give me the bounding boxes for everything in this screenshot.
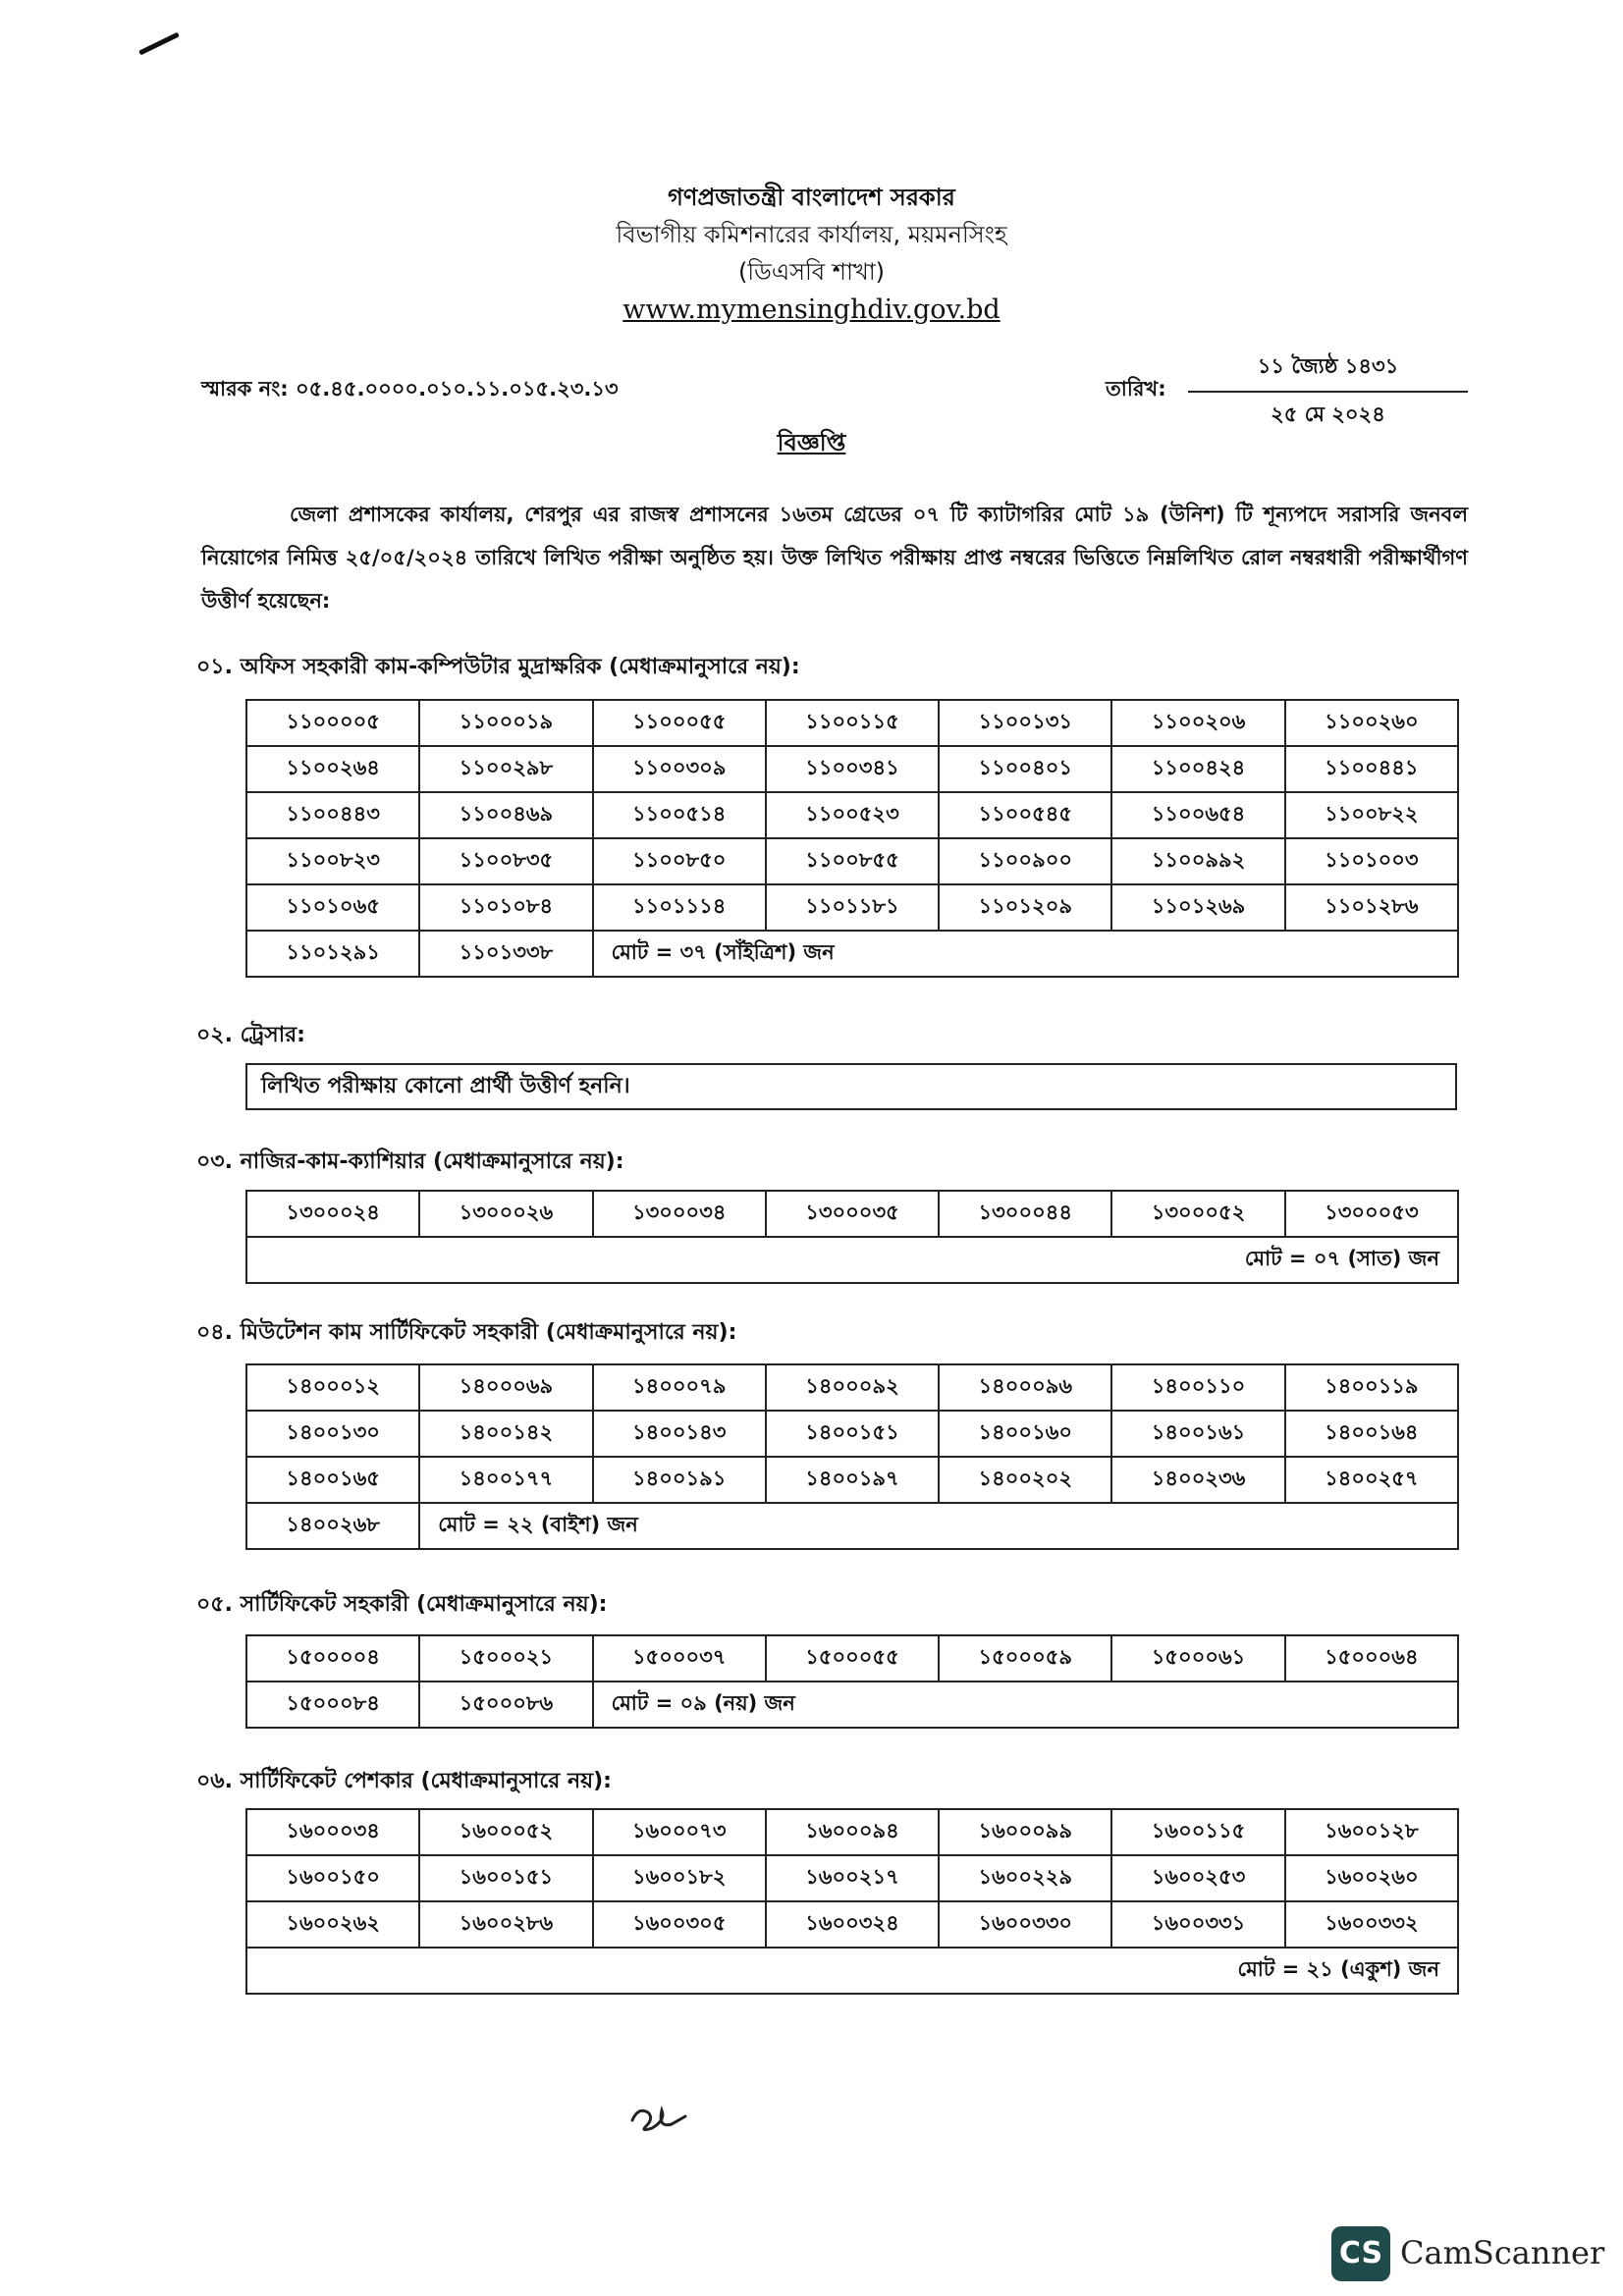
roll-number-cell: ১৪০০১৫১ (766, 1411, 939, 1457)
roll-number-cell: ১৬০০১৮২ (593, 1855, 766, 1901)
roll-number-cell: ১৬০০০৫২ (419, 1809, 592, 1855)
roll-number-cell: ১৪০০১৯৭ (766, 1457, 939, 1503)
roll-number-cell: ১৩০০০৩৪ (593, 1191, 766, 1237)
roll-number-cell: ১১০০২৬০ (1285, 700, 1458, 746)
roll-number-cell: ১৬০০০৭৩ (593, 1809, 766, 1855)
roll-number-cell: ১১০০৮৫৫ (766, 838, 939, 884)
roll-number-cell: ১১০০০১৯ (419, 700, 592, 746)
total-count-cell: মোট = ০৯ (নয়) জন (593, 1682, 1458, 1728)
roll-number-cell: ১৬০০১৫১ (419, 1855, 592, 1901)
section-heading-certificate-peshkar: ০৬. সার্টিফিকেট পেশকার (মেধাক্রমানুসারে নয়): (196, 1769, 612, 1793)
date-bangla: ১১ জ্যৈষ্ঠ ১৪৩১ (1188, 350, 1468, 393)
roll-number-cell: ১১০০৩৪১ (766, 746, 939, 792)
roll-number-cell: ১১০০০৫৫ (593, 700, 766, 746)
roll-number-cell: ১৫০০০৩৭ (593, 1635, 766, 1682)
table-row (246, 884, 1458, 931)
roll-number-cell: ১৫০০০৫৯ (939, 1635, 1111, 1682)
office-name: বিভাগীয় কমিশনারের কার্যালয়, ময়মনসিংহ (616, 221, 1007, 248)
roll-number-cell: ১৫০০০২১ (419, 1635, 592, 1682)
table-row (246, 1809, 1458, 1855)
roll-table-office-assistant (245, 699, 1459, 978)
roll-number-cell: ১৫০০০৬১ (1111, 1635, 1284, 1682)
roll-table-mutation (245, 1363, 1459, 1550)
roll-number-cell: ১৬০০১৫০ (246, 1855, 419, 1901)
notice-intro: জেলা প্রশাসকের কার্যালয়, শেরপুর এর রাজস্ব প্রশাসনের ১৬তম গ্রেডের ০৭ টি ক্যাটাগরির মোট ১৯ (উনিশ) টি শূন্যপদে সরাসরি জনবল নিয়োগের নিমিত্ত ২৫/০৫/২০২৪ তারিখে লিখিত পরীক্ষা অনুষ্ঠিত হয়। উক্ত লিখিত পরীক্ষায় প্রাপ্ত নম্বরের ভিত্তিতে নিম্নলিখিত রোল নম্বরধারী পরীক্ষার্থীগণ উত্তীর্ণ হয়েছেন: (201, 503, 1468, 613)
table-row (246, 931, 1458, 977)
roll-number-cell: ১১০১১১৪ (593, 884, 766, 931)
roll-number-cell: ১৫০০০৬৪ (1285, 1635, 1458, 1682)
roll-number-cell: ১১০১২০৯ (939, 884, 1111, 931)
roll-number-cell: ১১০০৯০০ (939, 838, 1111, 884)
date-label: তারিখ: (1106, 377, 1166, 400)
roll-number-cell: ১৫০০০৮৬ (419, 1682, 592, 1728)
roll-number-cell: ১১০০৪৪১ (1285, 746, 1458, 792)
roll-number-cell: ১৬০০৩৩১ (1111, 1901, 1284, 1948)
section-heading-office-assistant: ০১. অফিস সহকারী কাম-কম্পিউটার মুদ্রাক্ষরিক (মেধাক্রমানুসারে নয়): (196, 655, 800, 679)
roll-number-cell: ১১০০১১৫ (766, 700, 939, 746)
roll-number-cell: ১৬০০২১৭ (766, 1855, 939, 1901)
table-row (246, 1457, 1458, 1503)
roll-number-cell: ১১০০৪২৪ (1111, 746, 1284, 792)
table-row (246, 1682, 1458, 1728)
roll-number-cell: ১৫০০০৫৫ (766, 1635, 939, 1682)
roll-number-cell: ১৩০০০৩৫ (766, 1191, 939, 1237)
roll-number-cell: ১১০০৮২২ (1285, 792, 1458, 838)
roll-number-cell: ১৩০০০৫২ (1111, 1191, 1284, 1237)
roll-number-cell: ১৪০০০৯২ (766, 1364, 939, 1411)
roll-number-cell: ১৩০০০২৬ (419, 1191, 592, 1237)
roll-number-cell: ১৫০০০০৪ (246, 1635, 419, 1682)
roll-number-cell: ১৪০০১৪২ (419, 1411, 592, 1457)
date-english: ২৫ মে ২০২৪ (1271, 402, 1385, 426)
table-row (246, 1901, 1458, 1948)
roll-number-cell: ১১০০২৯৮ (419, 746, 592, 792)
total-count-cell: মোট = ২২ (বাইশ) জন (419, 1503, 1458, 1549)
roll-number-cell: ১১০০৮২৩ (246, 838, 419, 884)
roll-number-cell: ১৪০০১১৯ (1285, 1364, 1458, 1411)
roll-number-cell: ১১০০৫৪৫ (939, 792, 1111, 838)
camscanner-watermark-text: CamScanner (1400, 2234, 1605, 2271)
branch-name: (ডিএসবি শাখা) (737, 258, 886, 286)
roll-number-cell: ১৬০০৩২৪ (766, 1901, 939, 1948)
roll-number-cell: ১১০০০০৫ (246, 700, 419, 746)
roll-number-cell: ১১০১২৯১ (246, 931, 419, 977)
roll-number-cell: ১৪০০১৬১ (1111, 1411, 1284, 1457)
table-row (246, 792, 1458, 838)
roll-number-cell: ১৪০০২৫৭ (1285, 1457, 1458, 1503)
roll-table-certificate-assistant (245, 1634, 1459, 1729)
roll-number-cell: ১৪০০১৯১ (593, 1457, 766, 1503)
roll-number-cell: ১৬০০২৮৬ (419, 1901, 592, 1948)
roll-number-cell: ১৬০০০৩৪ (246, 1809, 419, 1855)
roll-table-certificate-peshkar (245, 1808, 1459, 1995)
table-row (246, 1948, 1458, 1994)
roll-number-cell: ১৬০০৩৩০ (939, 1901, 1111, 1948)
website-link[interactable]: www.mymensinghdiv.gov.bd (622, 294, 1001, 325)
total-count-cell: মোট = ৩৭ (সাঁইত্রিশ) জন (593, 931, 1458, 977)
roll-number-cell: ১৬০০২৬০ (1285, 1855, 1458, 1901)
pen-mark (138, 32, 180, 56)
roll-number-cell: ১৪০০০৭৯ (593, 1364, 766, 1411)
table-row (246, 1364, 1458, 1411)
roll-number-cell: ১৫০০০৮৪ (246, 1682, 419, 1728)
roll-number-cell: ১১০০৫২৩ (766, 792, 939, 838)
table-row (246, 700, 1458, 746)
tracer-result-message: লিখিত পরীক্ষায় কোনো প্রার্থী উত্তীর্ণ হননি। (245, 1063, 1457, 1110)
roll-number-cell: ১৪০০০৬৯ (419, 1364, 592, 1411)
notice-title: বিজ্ঞপ্তি (777, 429, 846, 456)
roll-number-cell: ১৬০০২৬২ (246, 1901, 419, 1948)
section-heading-nazir: ০৩. নাজির-কাম-ক্যাশিয়ার (মেধাক্রমানুসারে নয়): (196, 1149, 624, 1174)
roll-number-cell: ১৪০০২৩৬ (1111, 1457, 1284, 1503)
table-row (246, 746, 1458, 792)
roll-number-cell: ১১০০৮৫০ (593, 838, 766, 884)
roll-number-cell: ১৪০০১১০ (1111, 1364, 1284, 1411)
roll-number-cell: ১৪০০১৬৫ (246, 1457, 419, 1503)
roll-number-cell: ১৪০০০১২ (246, 1364, 419, 1411)
government-name: গণপ্রজাতন্ত্রী বাংলাদেশ সরকার (668, 184, 955, 211)
roll-number-cell: ১৬০০০৯৪ (766, 1809, 939, 1855)
roll-number-cell: ১৪০০২০২ (939, 1457, 1111, 1503)
table-row (246, 1237, 1458, 1283)
roll-number-cell: ১৬০০০৯৯ (939, 1809, 1111, 1855)
letterhead (0, 179, 1623, 330)
roll-number-cell: ১১০১২৬৯ (1111, 884, 1284, 931)
roll-number-cell: ১১০০৯৯২ (1111, 838, 1284, 884)
roll-number-cell: ১১০০১৩১ (939, 700, 1111, 746)
roll-number-cell: ১৪০০১৭৭ (419, 1457, 592, 1503)
roll-number-cell: ১৬০০১১৫ (1111, 1809, 1284, 1855)
roll-number-cell: ১১০০৩০৯ (593, 746, 766, 792)
roll-number-cell: ১৩০০০২৪ (246, 1191, 419, 1237)
roll-number-cell: ১১০০২৬৪ (246, 746, 419, 792)
roll-number-cell: ১৩০০০৪৪ (939, 1191, 1111, 1237)
roll-number-cell: ১১০১৩৩৮ (419, 931, 592, 977)
roll-table-nazir (245, 1190, 1459, 1284)
roll-number-cell: ১১০১২৮৬ (1285, 884, 1458, 931)
roll-number-cell: ১৪০০১৪৩ (593, 1411, 766, 1457)
roll-number-cell: ১১০০২০৬ (1111, 700, 1284, 746)
roll-number-cell: ১১০১০০৩ (1285, 838, 1458, 884)
total-count-cell: মোট = ০৭ (সাত) জন (246, 1237, 1458, 1283)
roll-number-cell: ১১০১০৮৪ (419, 884, 592, 931)
section-heading-tracer: ০২. ট্রেসার: (196, 1023, 305, 1047)
table-row (246, 838, 1458, 884)
roll-number-cell: ১১০০৮৩৫ (419, 838, 592, 884)
roll-number-cell: ১১০০৪৪৩ (246, 792, 419, 838)
memo-number: স্মারক নং: ০৫.৪৫.০০০০.০১০.১১.০১৫.২৩.১৩ (201, 377, 619, 400)
roll-number-cell: ১৬০০৩৩২ (1285, 1901, 1458, 1948)
table-row (246, 1191, 1458, 1237)
roll-number-cell: ১১০০৪০১ (939, 746, 1111, 792)
roll-number-cell: ১৪০০১৬৪ (1285, 1411, 1458, 1457)
table-row (246, 1635, 1458, 1682)
table-row (246, 1503, 1458, 1549)
section-heading-mutation: ০৪. মিউটেশন কাম সার্টিফিকেট সহকারী (মেধাক্রমানুসারে নয়): (196, 1320, 737, 1345)
total-count-cell: মোট = ২১ (একুশ) জন (246, 1948, 1458, 1994)
signature-mark (628, 2099, 689, 2138)
roll-number-cell: ১৩০০০৫৩ (1285, 1191, 1458, 1237)
camscanner-logo: CS (1331, 2226, 1390, 2281)
roll-number-cell: ১৪০০১৬০ (939, 1411, 1111, 1457)
section-heading-certificate-assistant: ০৫. সার্টিফিকেট সহকারী (মেধাক্রমানুসারে নয়): (196, 1592, 608, 1617)
roll-number-cell: ১১০০৫১৪ (593, 792, 766, 838)
roll-number-cell: ১১০০৬৫৪ (1111, 792, 1284, 838)
roll-number-cell: ১১০১১৮১ (766, 884, 939, 931)
date-block (1188, 350, 1468, 433)
roll-number-cell: ১৬০০২৫৩ (1111, 1855, 1284, 1901)
table-row (246, 1855, 1458, 1901)
roll-number-cell: ১৪০০০৯৬ (939, 1364, 1111, 1411)
roll-number-cell: ১৪০০১৩০ (246, 1411, 419, 1457)
roll-number-cell: ১৬০০২২৯ (939, 1855, 1111, 1901)
roll-number-cell: ১১০০৪৬৯ (419, 792, 592, 838)
roll-number-cell: ১১০১০৬৫ (246, 884, 419, 931)
roll-number-cell: ১৬০০১২৮ (1285, 1809, 1458, 1855)
roll-number-cell: ১৪০০২৬৮ (246, 1503, 419, 1549)
table-row (246, 1411, 1458, 1457)
roll-number-cell: ১৬০০৩০৫ (593, 1901, 766, 1948)
